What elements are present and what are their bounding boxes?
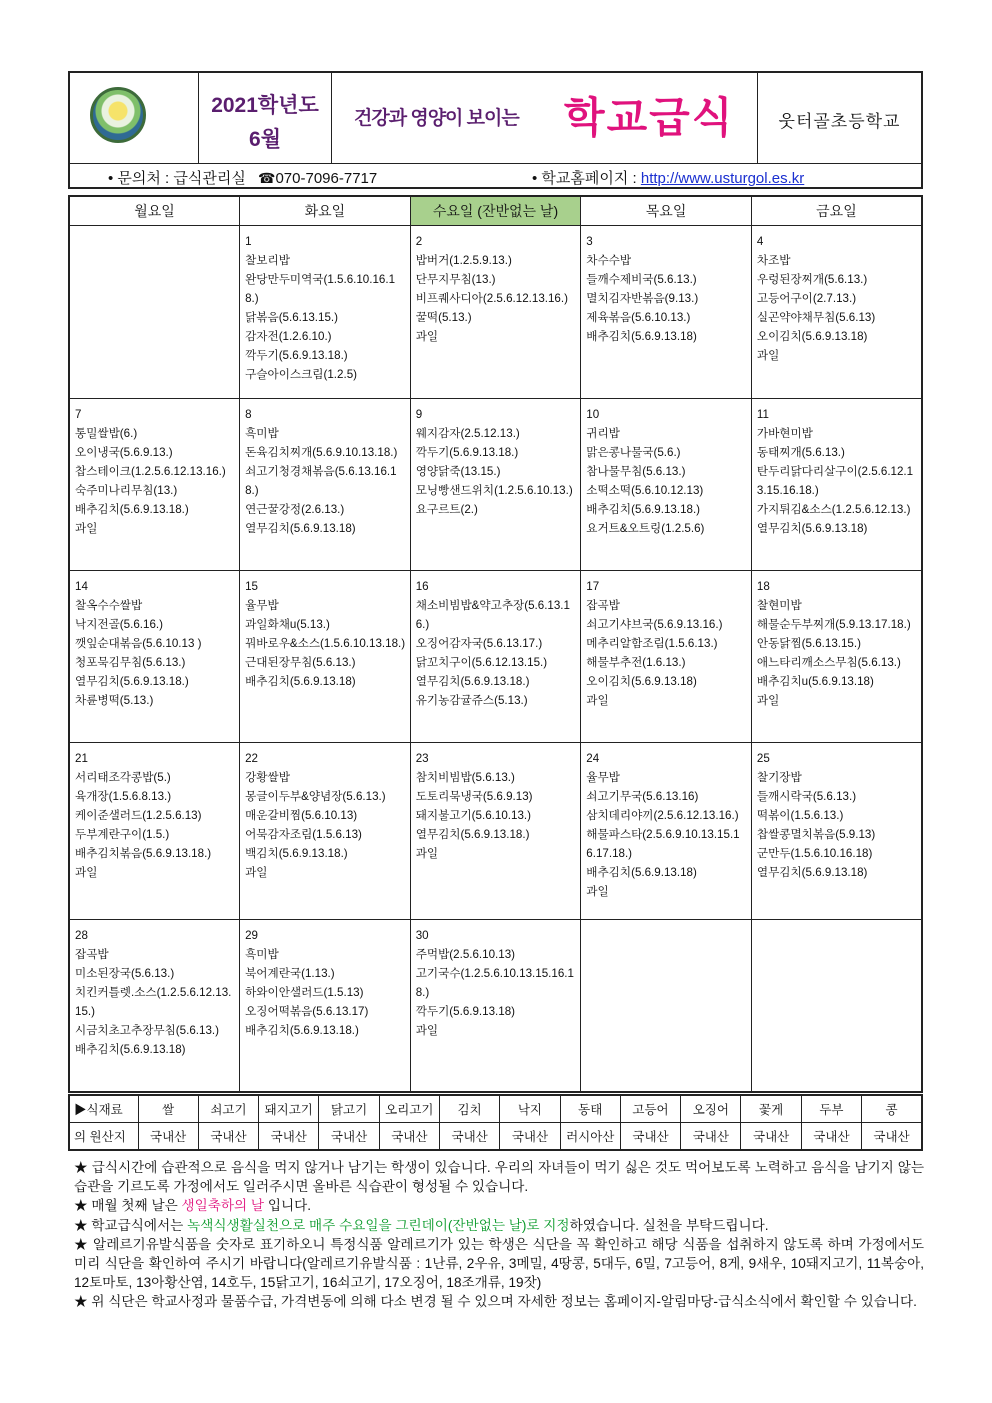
day-cell [751, 571, 922, 743]
menu-item: 밥버거(1.2.5.9.13.) [415, 254, 512, 267]
menu-item: 고등어구이(2.7.13.) [756, 292, 857, 305]
menu-item: 치킨커틀렛.소스(1.2.5.6.12.13.15.) [75, 986, 232, 1018]
day-number: 18 [756, 580, 770, 593]
note-green-day: ★ 학교급식에서는 녹색식생활실천으로 매주 수요일을 그린데이(잔반없는 날)로 지정하였습니다. 실천을 부탁드립니다. [74, 1217, 769, 1233]
day-cell [410, 571, 581, 743]
origin-country: 국내산 [862, 1123, 922, 1151]
origin-food: 동태 [560, 1095, 620, 1123]
year-month [199, 73, 332, 163]
day-number: 9 [415, 408, 423, 421]
school-name: 웃터골초등학교 [778, 112, 901, 131]
menu-item: 통밀쌀밥(6.) [75, 427, 138, 440]
day-number: 28 [75, 929, 88, 942]
origin-country: 국내산 [259, 1123, 319, 1151]
school-cell [758, 73, 921, 163]
weekday-header: 금요일 [751, 196, 922, 226]
note-birthday: ★ 매월 첫째 날은 생일축하의 날 입니다. [74, 1198, 312, 1214]
menu-item: 배추김치(5.6.9.13.18) [75, 1043, 186, 1056]
month: 6월 [249, 128, 281, 151]
weekday-header: 화요일 [240, 196, 411, 226]
weekday-header-row [69, 196, 922, 226]
day-cell [751, 743, 922, 920]
weekday-header: 목요일 [581, 196, 752, 226]
menu-item: 율무밥 [245, 599, 279, 612]
contact-info [108, 167, 377, 188]
menu-item: 애느타리깨소스무침(5.6.13.) [756, 656, 901, 669]
origin-food: 닭고기 [319, 1095, 379, 1123]
menu-item: 찰기장밥 [756, 771, 802, 784]
day-cell [410, 920, 581, 1092]
birthday-highlight: 생일축하의 날 [181, 1198, 265, 1214]
menu-item: 꿀떡(5.13.) [415, 311, 472, 324]
day-number: 21 [75, 752, 88, 765]
menu-item: 케이준샐러드(1.2.5.6.13) [75, 809, 202, 822]
week-row [69, 399, 922, 571]
menu-item: 모닝빵샌드위치(1.2.5.6.10.13.) [415, 484, 573, 497]
day-number: 7 [75, 408, 82, 421]
day-cell [581, 226, 752, 399]
menu-item: 찰보리밥 [245, 254, 290, 267]
contact-bar [70, 164, 921, 189]
menu-item: 귀리밥 [586, 427, 620, 440]
day-number: 3 [586, 235, 593, 248]
menu-item: 돼지불고기(5.6.10.13.) [415, 809, 531, 822]
menu-item: 열무김치(5.6.9.13.18.) [415, 828, 530, 841]
origin-country: 국내산 [620, 1123, 680, 1151]
day-cell [410, 743, 581, 920]
menu-item: 가바현미밥 [756, 427, 813, 440]
menu-item: 동태찌개(5.6.13.) [756, 446, 845, 459]
day-cell [69, 571, 240, 743]
menu-item: 제육볶음(5.6.10.13.) [586, 311, 691, 324]
menu-item: 감자전(1.2.6.10.) [245, 330, 332, 343]
day-cell [240, 226, 411, 399]
origin-country: 국내산 [319, 1123, 379, 1151]
menu-item: 잡곡밥 [75, 948, 109, 961]
phone-number: 070-7096-7717 [275, 170, 378, 187]
week-row [69, 743, 922, 920]
menu-item: 주먹밥(2.5.6.10.13) [415, 948, 516, 961]
menu-item: 배추김치(5.6.9.13.18) [586, 330, 697, 343]
menu-item: 흑미밥 [245, 427, 279, 440]
menu-item: 찹쌀콩멸치볶음(5.9.13) [756, 828, 876, 841]
menu-item: 메추리알함조림(1.5.6.13.) [586, 637, 718, 650]
menu-item: 닭볶음(5.6.13.15.) [245, 311, 338, 324]
menu-item: 단무지무침(13.) [415, 273, 496, 286]
day-number: 25 [756, 752, 770, 765]
menu-item: 우렁된장찌개(5.6.13.) [756, 273, 868, 286]
note-changes: ★ 위 식단은 학교사정과 물품수급, 가격변동에 의해 다소 변경 될 수 있으며 자세한 정보는 홈페이지-알림마당-급식소식에서 확인할 수 있습니다. [74, 1294, 917, 1310]
menu-item: 과일 [75, 522, 98, 535]
menu-item: 열무김치(5.6.9.13.18.) [415, 675, 530, 688]
menu-item: 북어계란국(1.13.) [245, 967, 335, 980]
menu-item: 배추김치u(5.6.9.13.18) [756, 675, 874, 688]
origin-food: 김치 [439, 1095, 499, 1123]
menu-item: 청포묵김무침(5.6.13.) [75, 656, 186, 669]
menu-item: 오이김치(5.6.9.13.18) [586, 675, 697, 688]
day-cell [751, 920, 922, 1092]
origin-countries-row [69, 1123, 922, 1151]
week-row [69, 920, 922, 1092]
menu-item: 오징어떡볶음(5.6.13.17) [245, 1005, 369, 1018]
menu-item: 과일 [586, 885, 609, 898]
menu-item: 숙주미나리무침(13.) [75, 484, 178, 497]
menu-item: 찹스테이크(1.2.5.6.12.13.16.) [75, 465, 226, 478]
origin-label: ▶식재료 [69, 1095, 138, 1123]
menu-item: 멸치김자반볶음(9.13.) [586, 292, 699, 305]
day-cell [240, 571, 411, 743]
menu-item: 영양닭죽(13.15.) [415, 465, 501, 478]
origin-country: 국내산 [500, 1123, 560, 1151]
menu-item: 시금치초고추장무침(5.6.13.) [75, 1024, 219, 1037]
menu-item: 강황쌀밥 [245, 771, 290, 784]
day-number: 16 [415, 580, 429, 593]
origin-food: 쌀 [138, 1095, 198, 1123]
homepage-info [532, 167, 804, 188]
menu-item: 구슬아이스크림(1.2.5) [245, 368, 357, 381]
day-cell [581, 399, 752, 571]
day-cell [581, 743, 752, 920]
menu-item: 꿔바로우&소스(1.5.6.10.13.18.) [245, 637, 406, 650]
menu-item: 과일 [415, 847, 439, 860]
menu-item: 가지튀김&소스(1.2.5.6.12.13.) [756, 503, 911, 516]
day-cell [69, 226, 240, 399]
header-top [70, 73, 921, 164]
day-number: 10 [586, 408, 600, 421]
menu-item: 과일 [586, 694, 609, 707]
menu-item: 과일 [415, 330, 439, 343]
menu-item: 찰현미밥 [756, 599, 802, 612]
origin-country: 러시아산 [560, 1123, 620, 1151]
menu-item: 잡곡밥 [586, 599, 620, 612]
origin-country: 국내산 [801, 1123, 861, 1151]
menu-item: 배추김치(5.6.9.13.18) [586, 866, 697, 879]
origin-food: 콩 [862, 1095, 922, 1123]
note-habits: ★ 급식시간에 습관적으로 음식을 먹지 않거나 남기는 학생이 있습니다. 우리의 자녀들이 먹기 싫은 것도 먹어보도록 노력하고 음식을 남기지 않는 습관을 기르도록 가정에서도 일러주시면 올바른 식습관이 형성될 수 있습니다. [74, 1160, 924, 1195]
menu-item: 근대된장무침(5.6.13.) [245, 656, 356, 669]
menu-item: 요거트&오트링(1.2.5.6) [586, 522, 705, 535]
menu-item: 배추김치(5.6.9.13.18) [245, 675, 356, 688]
menu-item: 실곤약야채무침(5.6.13) [756, 311, 876, 324]
day-cell [69, 399, 240, 571]
menu-item: 육개장(1.5.6.8.13.) [75, 790, 172, 803]
menu-item: 소떡소떡(5.6.10.12.13) [586, 484, 704, 497]
school-logo-icon [90, 87, 146, 143]
menu-item: 배추김치(5.6.9.13.18.) [586, 503, 701, 516]
origin-food: 고등어 [620, 1095, 680, 1123]
menu-item: 닭꼬치구이(5.6.12.13.15.) [415, 656, 548, 669]
menu-item: 비프퀘사디아(2.5.6.12.13.16.) [415, 292, 568, 305]
day-number: 1 [245, 235, 252, 248]
day-number: 4 [756, 235, 764, 248]
notes [74, 1158, 924, 1312]
logo-cell [70, 73, 199, 163]
day-number: 17 [586, 580, 600, 593]
title-cell [332, 73, 758, 163]
menu-item: 떡볶이(1.5.6.13.) [756, 809, 844, 822]
menu-item: 백김치(5.6.9.13.18.) [245, 847, 348, 860]
menu-item: 열무김치(5.6.9.13.18.) [75, 675, 189, 688]
menu-item: 찰옥수수쌀밥 [75, 599, 143, 612]
origin-country: 국내산 [741, 1123, 801, 1151]
menu-item: 해물부추전(1.6.13.) [586, 656, 686, 669]
menu-item: 율무밥 [586, 771, 620, 784]
weekday-header-green-day: 수요일 (잔반없는 날) [410, 196, 581, 226]
menu-item: 들깨시락국(5.6.13.) [756, 790, 857, 803]
menu-item: 열무김치(5.6.9.13.18) [756, 522, 868, 535]
day-cell [69, 743, 240, 920]
menu-item: 배추김치(5.6.9.13.18.) [75, 503, 189, 516]
menu-item: 쇠고기청경채볶음(5.6.13.16.18.) [245, 465, 397, 497]
day-cell [581, 920, 752, 1092]
day-number: 23 [415, 752, 429, 765]
menu-item: 차륜병떡(5.13.) [75, 694, 154, 707]
origin-country: 국내산 [198, 1123, 258, 1151]
menu-item: 흑미밥 [245, 948, 279, 961]
menu-item: 들깨수제비국(5.6.13.) [586, 273, 697, 286]
day-number: 15 [245, 580, 258, 593]
menu-item: 쇠고기무국(5.6.13.16) [586, 790, 699, 803]
menu-item: 깍두기(5.6.9.13.18.) [415, 446, 519, 459]
day-cell [69, 920, 240, 1092]
menu-item: 오이냉국(5.6.9.13.) [75, 446, 173, 459]
menu-item: 해물파스타(2.5.6.9.10.13.15.16.17.18.) [586, 828, 740, 860]
origin-table [68, 1094, 923, 1151]
origin-label: 의 원산지 [69, 1123, 138, 1151]
menu-table [68, 195, 923, 1093]
origin-country: 국내산 [138, 1123, 198, 1151]
menu-item: 차조밥 [756, 254, 791, 267]
day-cell [410, 399, 581, 571]
origin-food: 두부 [801, 1095, 861, 1123]
menu-item: 과일 [245, 866, 268, 879]
menu-item: 열무김치(5.6.9.13.18) [756, 866, 868, 879]
menu-item: 해물순두부찌개(5.9.13.17.18.) [756, 618, 911, 631]
week-row [69, 571, 922, 743]
menu-item: 과일화채u(5.13.) [245, 618, 330, 631]
origin-food: 쇠고기 [198, 1095, 258, 1123]
menu-item: 두부계란구이(1.5.) [75, 828, 170, 841]
day-number: 8 [245, 408, 252, 421]
contact-label: • 문의처 : 급식관리실 [108, 170, 246, 187]
weekday-header: 월요일 [69, 196, 240, 226]
menu-item: 맑은콩나물국(5.6.) [586, 446, 681, 459]
menu-item: 차수수밥 [586, 254, 632, 267]
menu-item: 참치비빔밥(5.6.13.) [415, 771, 515, 784]
menu-item: 깻잎순대볶음(5.6.10.13 ) [75, 637, 202, 650]
green-day-highlight: 녹색식생활실천으로 매주 수요일을 그린데이(잔반없는 날)로 지정 [187, 1217, 570, 1233]
origin-food: 꽃게 [741, 1095, 801, 1123]
menu-item: 연근꿀강정(2.6.13.) [245, 503, 345, 516]
menu-item: 오이김치(5.6.9.13.18) [756, 330, 868, 343]
menu-item: 탄두리닭다리살구이(2.5.6.12.13.15.16.18.) [756, 465, 914, 497]
origin-food: 오리고기 [379, 1095, 439, 1123]
menu-item: 완당만두미역국(1.5.6.10.16.18.) [245, 273, 396, 305]
note-allergy: ★ 알레르기유발식품을 숫자로 표기하오니 특정식품 알레르기가 있는 학생은 식단을 꼭 확인하고 해당 식품을 섭취하지 않도록 하며 가정에서도 미리 식단을 확인하여 주시기 바랍니다(알레르기유발식품 : 1난류, 2우유, 3메밀, 4땅콩, 5대두, 6밀, 7고등어, 8게, 9새우, 10돼지고기, 11복숭아, 12토마토, 13아황산염, 14호두, 15닭고기, 16쇠고기, 17오징어, 18조개류, 19잣) [74, 1236, 924, 1291]
homepage-label: • 학교홈페이지 : [532, 170, 637, 187]
day-cell [240, 743, 411, 920]
week-row [69, 226, 922, 399]
menu-item: 어묵감자조림(1.5.6.13) [245, 828, 362, 841]
menu-item: 배추김치(5.6.9.13.18.) [245, 1024, 359, 1037]
origin-food: 오징어 [681, 1095, 741, 1123]
menu-item: 과일 [756, 349, 780, 362]
menu-item: 요구르트(2.) [415, 503, 478, 516]
origin-items-row [69, 1095, 922, 1123]
origin-country: 국내산 [379, 1123, 439, 1151]
day-number: 14 [75, 580, 88, 593]
day-cell [240, 399, 411, 571]
day-cell [581, 571, 752, 743]
origin-country: 국내산 [681, 1123, 741, 1151]
menu-item: 몽글이두부&양념장(5.6.13.) [245, 790, 386, 803]
school-year: 2021학년도 [211, 94, 319, 117]
menu-item: 매운갈비찜(5.6.10.13) [245, 809, 358, 822]
menu-item: 군만두(1.5.6.10.16.18) [756, 847, 873, 860]
menu-item: 안동닭찜(5.6.13.15.) [756, 637, 861, 650]
menu-item: 웨지감자(2.5.12.13.) [415, 427, 520, 440]
menu-item: 채소비빔밥&약고추장(5.6.13.16.) [415, 599, 570, 631]
origin-food: 돼지고기 [259, 1095, 319, 1123]
menu-item: 쇠고기샤브국(5.6.9.13.16.) [586, 618, 723, 631]
origin-country: 국내산 [439, 1123, 499, 1151]
day-number: 11 [756, 408, 769, 421]
menu-item: 깍두기(5.6.9.13.18) [415, 1005, 516, 1018]
day-cell [240, 920, 411, 1092]
phone-icon: ☎ [258, 170, 276, 186]
day-cell [751, 399, 922, 571]
day-number: 2 [415, 235, 423, 248]
day-number: 30 [415, 929, 429, 942]
page-title: 학교급식 [564, 94, 735, 141]
menu-item: 유기농감귤쥬스(5.13.) [415, 694, 528, 707]
slogan: 건강과 영양이 보이는 [354, 108, 519, 129]
menu-item: 오징어감자국(5.6.13.17.) [415, 637, 543, 650]
menu-item: 삼치데리야끼(2.5.6.12.13.16.) [586, 809, 739, 822]
menu-item: 과일 [75, 866, 98, 879]
menu-item: 열무김치(5.6.9.13.18) [245, 522, 356, 535]
day-cell [751, 226, 922, 399]
menu-item: 도토리묵냉국(5.6.9.13) [415, 790, 533, 803]
menu-item: 미소된장국(5.6.13.) [75, 967, 175, 980]
menu-item: 고기국수(1.2.5.6.10.13.15.16.18.) [415, 967, 574, 999]
homepage-link[interactable]: http://www.usturgol.es.kr [640, 170, 805, 187]
menu-item: 과일 [756, 694, 780, 707]
menu-item: 낙지전골(5.6.16.) [75, 618, 163, 631]
menu-item: 깍두기(5.6.9.13.18.) [245, 349, 348, 362]
menu-item: 돈육김치찌개(5.6.9.10.13.18.) [245, 446, 398, 459]
day-number: 22 [245, 752, 258, 765]
day-cell [410, 226, 581, 399]
menu-item: 참나물무침(5.6.13.) [586, 465, 686, 478]
menu-item: 하와이안샐러드(1.5.13) [245, 986, 364, 999]
day-number: 29 [245, 929, 258, 942]
day-number: 24 [586, 752, 600, 765]
menu-item: 서리태조각콩밥(5.) [75, 771, 171, 784]
origin-food: 낙지 [500, 1095, 560, 1123]
menu-item: 과일 [415, 1024, 439, 1037]
menu-item: 배추김치볶음(5.6.9.13.18.) [75, 847, 212, 860]
header [68, 71, 923, 189]
